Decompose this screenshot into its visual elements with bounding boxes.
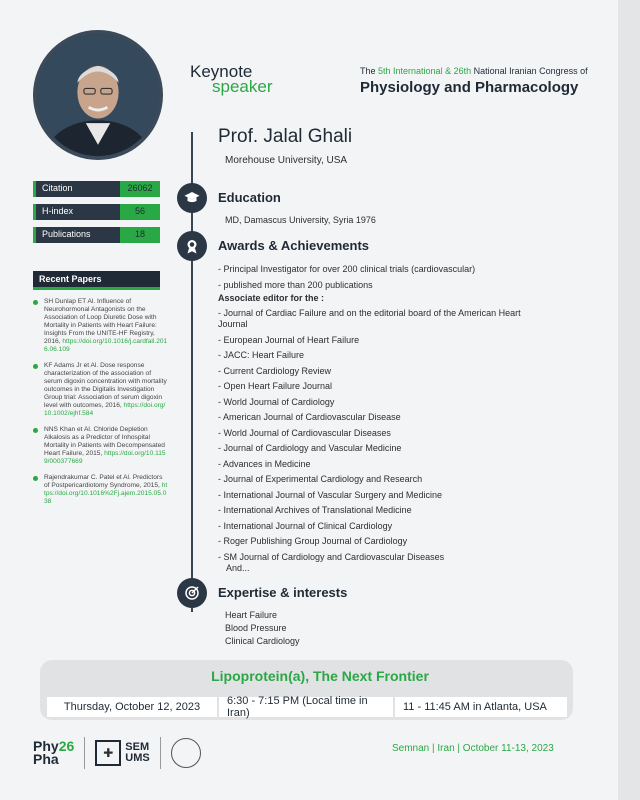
associate-editor-label: Associate editor for the : (218, 292, 325, 303)
editor-journal: - World Journal of Cardiovascular Diseases (218, 427, 391, 438)
award-item: - published more than 200 publications (218, 279, 373, 290)
recent-papers-underline (33, 287, 160, 290)
paper-doi-link[interactable]: https://doi.org/10.1016%2Fj.ajem.2015.05.038 (44, 482, 168, 505)
recent-papers-list (33, 298, 168, 514)
speaker-name: Prof. Jalal Ghali (218, 126, 353, 147)
keynote-speaker-label (190, 64, 272, 94)
expertise-item: Blood Pressure (225, 623, 287, 633)
editor-journal: - Current Cardiology Review (218, 365, 332, 376)
talk-time-iran: 6:30 - 7:15 PM (Local time in Iran) (217, 697, 395, 717)
expertise-list (225, 609, 300, 648)
bullet-icon (33, 428, 38, 433)
awards-list (218, 264, 548, 574)
stat-publications (33, 227, 160, 243)
expertise-item: Clinical Cardiology (225, 636, 300, 646)
paper-citation: SH Dunlap ET Al. Influence of Neurohormonal Antagonists on the Association of Loop Diuretic Dose with Mortality in Patients with Heart Failure: Insights From the UNITE-HF Registry, 2016, (44, 298, 157, 345)
editor-journal: - Journal of Cardiac Failure and on the editorial board of the American Heart Journal (218, 308, 521, 329)
stat-value: 18 (120, 227, 160, 243)
paper-doi-link[interactable]: https://doi.org/10.1016/j.cardfail.2016.06.109 (44, 338, 168, 353)
editor-journal: - Roger Publishing Group Journal of Cardiology (218, 536, 408, 546)
bullet-icon (33, 300, 38, 305)
logo-divider (84, 737, 85, 769)
stat-label: H-index (33, 204, 120, 220)
phypha-logo: Phy26 Pha (33, 738, 75, 767)
bullet-icon (33, 476, 38, 481)
paper-doi-link[interactable]: https://doi.org/10.1159/000377669 (44, 450, 166, 465)
talk-schedule (47, 697, 567, 717)
semums-emblem-icon: ✚ (95, 740, 121, 766)
editor-journal: - International Journal of Vascular Surgery and Medicine (218, 489, 442, 500)
and-more: And... (226, 562, 250, 573)
editor-journal: - International Archives of Translational Medicine (218, 505, 412, 515)
bullet-icon (33, 364, 38, 369)
event-info: Semnan | Iran | October 11-13, 2023 (392, 743, 554, 754)
editor-journal: - Journal of Cardiology and Vascular Medicine (218, 443, 402, 453)
paper-citation: NNS Khan et Al. Chloride Depletion Alkalosis as a Predictor of Inhospital Mortality in Patients with Decompensated Heart Failure, 2015, (44, 426, 165, 457)
stat-value: 56 (120, 204, 160, 220)
expertise-title: Expertise & interests (218, 585, 348, 600)
editor-journal: - American Journal of Cardiovascular Disease (218, 412, 401, 422)
stat-h-index (33, 204, 160, 220)
awards-title: Awards & Achievements (218, 238, 370, 253)
sponsor-logos (33, 733, 201, 773)
stat-citation (33, 181, 160, 197)
expertise-item: Heart Failure (225, 610, 278, 620)
education-title: Education (218, 190, 281, 205)
stat-value: 26062 (120, 181, 160, 197)
congress-subtitle: The 5th International & 26th National Iranian Congress of (360, 66, 588, 76)
logo-divider (160, 737, 161, 769)
editor-journal: - SM Journal of Cardiology and Cardiovascular Diseases (218, 551, 445, 562)
editor-journal: - Open Heart Failure Journal (218, 381, 333, 391)
talk-title: Lipoprotein(a), The Next Frontier (211, 668, 429, 684)
stat-label: Publications (33, 227, 120, 243)
stat-label: Citation (33, 181, 120, 197)
target-icon (177, 578, 207, 608)
paper-item (33, 474, 168, 506)
talk-time-atlanta: 11 - 11:45 AM in Atlanta, USA (395, 697, 567, 717)
paper-doi-link[interactable]: https://doi.org/10.1002/ejhf.584 (44, 402, 166, 417)
editor-journal: - European Journal of Heart Failure (218, 334, 360, 345)
congress-header (360, 66, 600, 96)
semums-logo: ✚ SEM UMS (95, 740, 149, 766)
paper-citation: KF Adams Jr et Al. Dose response characterization of the association of serum digoxin concentration with mortality outcomes in the Digitalis Investigation Group trial: Association of serum digoxin level with outcomes, 2016, (44, 362, 167, 409)
paper-item (33, 426, 168, 466)
talk-date: Thursday, October 12, 2023 (47, 697, 217, 717)
keynote-line2: speaker (212, 77, 273, 96)
editor-journal: - JACC: Heart Failure (218, 350, 305, 360)
graduation-cap-icon (177, 183, 207, 213)
paper-item (33, 298, 168, 354)
speaker-photo (33, 30, 163, 160)
recent-papers-title: Recent Papers (33, 271, 160, 287)
paper-item (33, 362, 168, 418)
award-item: - Principal Investigator for over 200 clinical trials (cardiovascular) (218, 264, 476, 274)
award-medal-icon (177, 231, 207, 261)
congress-title: Physiology and Pharmacology (360, 79, 579, 96)
speaker-affiliation: Morehouse University, USA (225, 155, 348, 166)
editor-journal: - Advances in Medicine (218, 458, 311, 469)
editor-journal: - Journal of Experimental Cardiology and Research (218, 474, 423, 484)
editor-journal: - World Journal of Cardiology (218, 396, 335, 407)
education-text: MD, Damascus University, Syria 1976 (225, 215, 376, 225)
keynote-line1: Keynote (190, 62, 253, 81)
society-seal-icon (171, 738, 201, 768)
editor-journal: - International Journal of Clinical Cardiology (218, 520, 393, 531)
paper-citation: Rajendrakumar C. Patel et Al. Predictors of Postpericardiotomy Syndrome, 2015, (44, 474, 163, 489)
